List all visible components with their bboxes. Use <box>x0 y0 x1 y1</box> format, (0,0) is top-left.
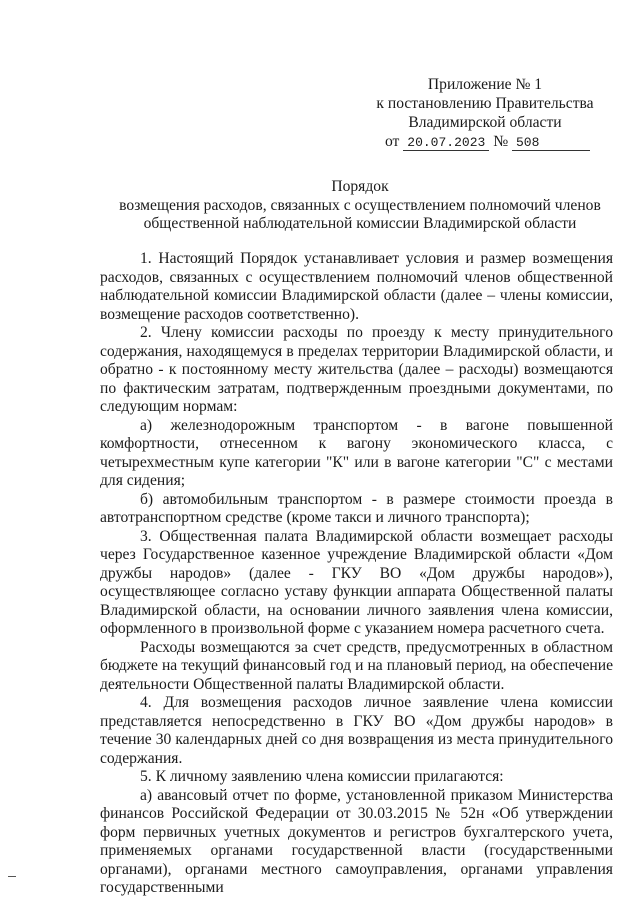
title-line-2: возмещения расходов, связанных с осуществлением полномочий членов <box>119 196 601 214</box>
date-prefix: от <box>384 133 400 150</box>
paragraph-5a: а) авансовый отчет по форме, установленной приказом Министерства финансов Российской Федерации от 30.03.2015 № 52н «Об утверждении форм первичных учетных документов и регистров бухгалтерского учета, применяемых органами государственной власти (государственными органами), органами местного самоуправления, органами управления государственными <box>100 786 613 896</box>
title-line-1: Порядок <box>331 178 389 195</box>
resolution-number: 508 <box>512 135 590 151</box>
appendix-date-number-line <box>360 132 590 151</box>
paragraph-2: 2. Члену комиссии расходы по проезду к месту принудительного содержания, находящемуся в пределах территории Владимирской области, и обратно - к постоянному месту жительства (далее – расходы) возмещаются по фактическим затратам, подтвержденным проездными документами, по следующим нормам: <box>100 324 613 415</box>
resolution-date: 20.07.2023 <box>403 135 489 151</box>
scan-mark <box>8 876 16 877</box>
document-title <box>100 178 620 234</box>
paragraph-5: 5. К личному заявлению члена комиссии прилагаются: <box>140 768 504 785</box>
paragraph-2b: б) автомобильным транспортом - в размере стоимости проезда в автотранспортном средстве (кроме такси и личного транспорта); <box>100 490 613 526</box>
paragraph-3-funding: Расходы возмещаются за счет средств, предусмотренных в областном бюджете на текущий финансовый год и на плановый период, на обеспечение деятельности Общественной палаты Владимирской области. <box>100 638 613 693</box>
paragraph-4: 4. Для возмещения расходов личное заявление члена комиссии представляется непосредственно в ГКУ ВО «Дом дружбы народов» в течение 30 календарных дней со дня возвращения из места принудительного содержания. <box>100 694 613 767</box>
appendix-region: Владимирской области <box>408 114 562 131</box>
number-prefix: № <box>493 133 509 150</box>
appendix-title: Приложение № 1 <box>427 76 543 93</box>
paragraph-1: 1. Настоящий Порядок устанавливает условия и размер возмещения расходов, связанных с осуществлением полномочий членов общественной наблюдательной комиссии Владимирской области (далее – члены комиссии, возмещение расходов соответственно). <box>100 250 613 323</box>
appendix-reference: к постановлению Правительства <box>376 95 594 112</box>
document-body <box>100 250 613 898</box>
paragraph-3: 3. Общественная палата Владимирской области возмещает расходы через Государственное казенное учреждение Владимирской области «Дом дружбы народов» (далее - ГКУ ВО «Дом дружбы народов»), осуществляющее согласно уставу функции аппарата Общественной палаты Владимирской области, на основании личного заявления члена комиссии, оформленного в произвольной форме с указанием номера расчетного счета. <box>100 527 613 637</box>
appendix-header <box>360 75 610 151</box>
paragraph-2a: а) железнодорожным транспортом - в вагоне повышенной комфортности, отнесенном к вагону экономического класса, с четырехместным купе категории "К" или в вагоне категории "С" с местами для сидения; <box>100 416 613 489</box>
title-line-3: общественной наблюдательной комиссии Владимирской области <box>143 215 577 232</box>
